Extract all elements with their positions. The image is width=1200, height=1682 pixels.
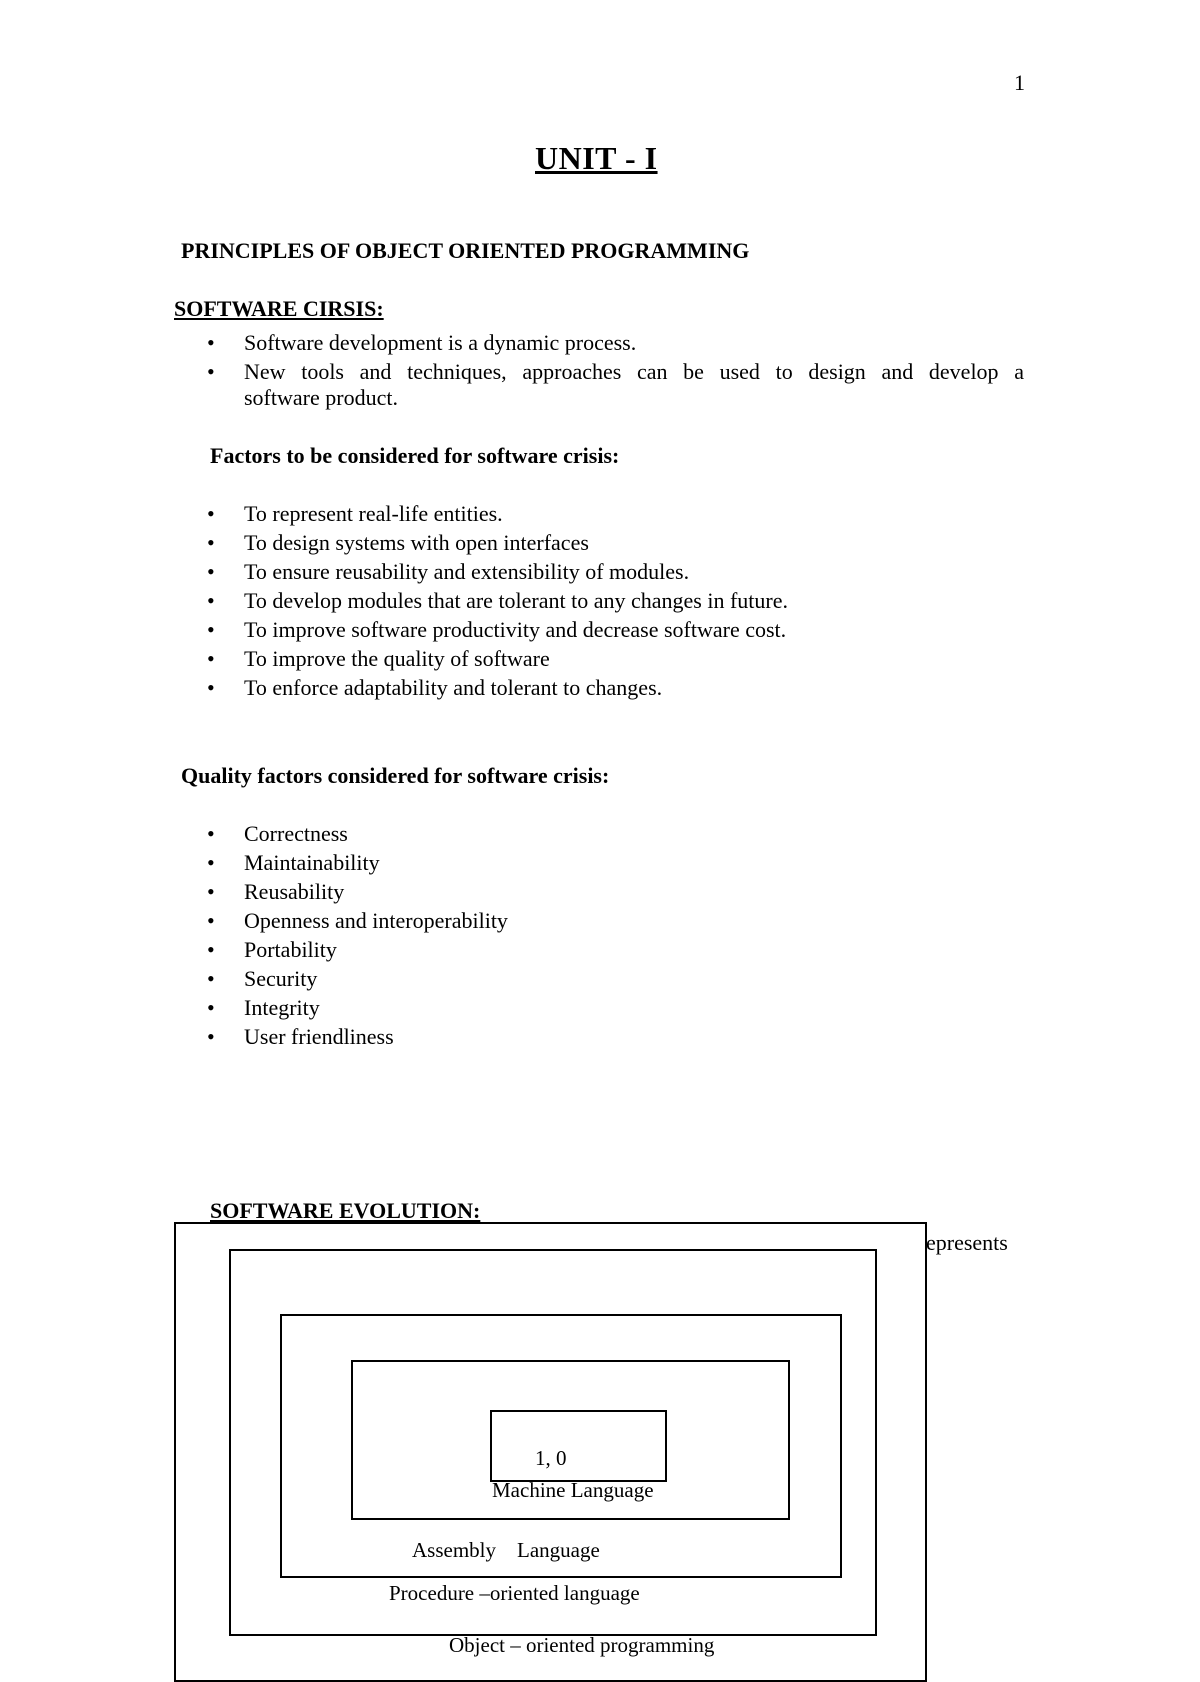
software-crisis-list (182, 328, 1024, 386)
quality-factors-heading: Quality factors considered for software crisis: (181, 763, 610, 788)
overflow-text: epresents (926, 1230, 1008, 1255)
procedure-oriented-label: Procedure –oriented language (389, 1581, 640, 1605)
list-item: • Openness and interoperability (182, 906, 1024, 935)
list-item: • To improve software productivity and decrease software cost. (182, 615, 1024, 644)
list-item: • Maintainability (182, 848, 1024, 877)
list-item: • To develop modules that are tolerant to any changes in future. (182, 586, 1024, 615)
machine-language-box (490, 1410, 667, 1482)
list-item: • To ensure reusability and extensibility of modules. (182, 557, 1024, 586)
list-item: • To represent real-life entities. (182, 499, 1024, 528)
unit-title: UNIT - I (535, 140, 658, 176)
main-heading: PRINCIPLES OF OBJECT ORIENTED PROGRAMMING (181, 238, 750, 263)
factors-list (182, 499, 1024, 702)
list-item: • To enforce adaptability and tolerant to changes. (182, 673, 1024, 702)
list-item: • Integrity (182, 993, 1024, 1022)
list-item: • Correctness (182, 819, 1024, 848)
binary-digits-label: 1, 0 (535, 1446, 567, 1470)
list-item: • Software development is a dynamic process. (182, 328, 1024, 357)
list-item: • Reusability (182, 877, 1024, 906)
list-item: • Portability (182, 935, 1024, 964)
software-evolution-heading: SOFTWARE EVOLUTION: (210, 1198, 481, 1223)
assembly-language-label: Assembly Language (412, 1538, 600, 1562)
factors-heading: Factors to be considered for software crisis: (210, 443, 620, 468)
list-item: • New tools and techniques, approaches can be used to design and develop a (182, 357, 1024, 386)
machine-language-label: Machine Language (492, 1478, 654, 1502)
list-item: • To design systems with open interfaces (182, 528, 1024, 557)
quality-factors-list (182, 819, 1024, 1051)
list-item: • To improve the quality of software (182, 644, 1024, 673)
object-oriented-label: Object – oriented programming (449, 1633, 715, 1657)
list-item-continuation: software product. (244, 385, 398, 410)
page-number: 1 (1014, 70, 1025, 95)
list-item: • User friendliness (182, 1022, 1024, 1051)
software-crisis-heading: SOFTWARE CIRSIS: (174, 296, 384, 321)
list-item: • Security (182, 964, 1024, 993)
